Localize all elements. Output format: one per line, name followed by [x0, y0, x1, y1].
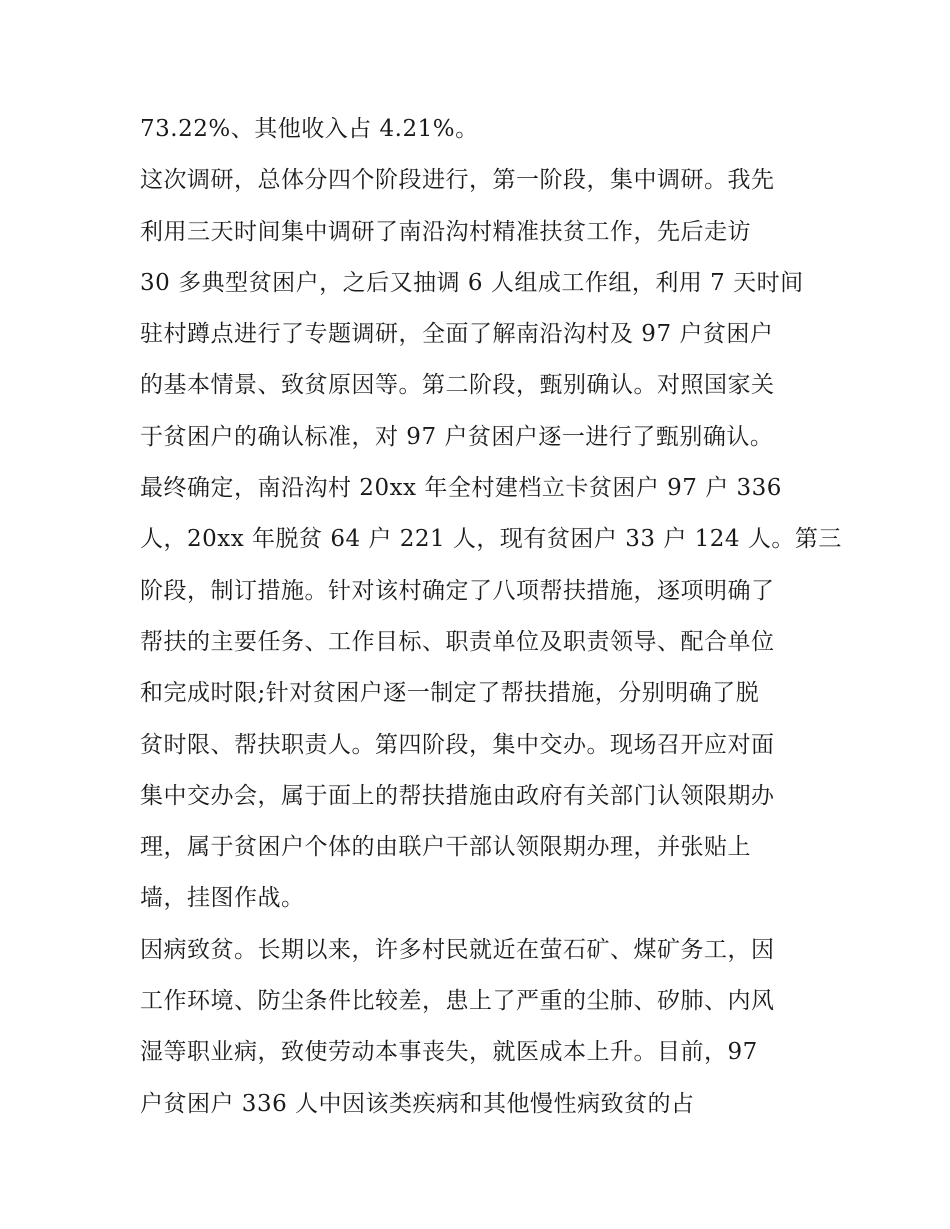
- text-line-6: 的基本情景、致贫原因等。第二阶段，甄别确认。对照国家关: [140, 372, 775, 399]
- text-line-18: 工作环境、防尘条件比较差，患上了严重的尘肺、矽肺、内风: [140, 988, 775, 1015]
- text-line-8: 最终确定，南沿沟村 20xx 年全村建档立卡贫困户 97 户 336: [140, 475, 782, 502]
- text-line-1: 73.22%、其他收入占 4.21%。: [140, 116, 479, 142]
- text-line-11: 帮扶的主要任务、工作目标、职责单位及职责领导、配合单位: [140, 628, 775, 655]
- text-line-4: 30 多典型贫困户，之后又抽调 6 人组成工作组，利用 7 天时间: [140, 269, 804, 296]
- text-line-17: 因病致贫。长期以来，许多村民就近在萤石矿、煤矿务工，因: [140, 936, 775, 963]
- text-line-3: 利用三天时间集中调研了南沿沟村精准扶贫工作，先后走访: [140, 218, 751, 245]
- text-line-5: 驻村蹲点进行了专题调研，全面了解南沿沟村及 97 户贫困户: [140, 321, 774, 348]
- text-line-10: 阶段，制订措施。针对该村确定了八项帮扶措施，逐项明确了: [140, 577, 775, 604]
- text-line-2: 这次调研，总体分四个阶段进行，第一阶段，集中调研。我先: [140, 167, 775, 194]
- text-line-13: 贫时限、帮扶职责人。第四阶段，集中交办。现场召开应对面: [140, 731, 775, 758]
- text-line-16: 墙，挂图作战。: [140, 885, 305, 912]
- text-line-14: 集中交办会，属于面上的帮扶措施由政府有关部门认领限期办: [140, 782, 775, 809]
- text-line-7: 于贫困户的确认标准，对 97 户贫困户逐一进行了甄别确认。: [140, 423, 774, 450]
- text-line-20: 户贫困户 336 人中因该类疾病和其他慢性病致贫的占: [140, 1090, 695, 1117]
- body-text: [140, 104, 842, 1130]
- text-line-19: 湿等职业病，致使劳动本事丧失，就医成本上升。目前，97: [140, 1039, 758, 1066]
- text-line-15: 理，属于贫困户个体的由联户干部认领限期办理，并张贴上: [140, 834, 751, 861]
- text-line-12: 和完成时限;针对贫困户逐一制定了帮扶措施，分别明确了脱: [140, 680, 760, 707]
- text-line-9: 人，20xx 年脱贫 64 户 221 人，现有贫困户 33 户 124 人。第三: [140, 526, 842, 553]
